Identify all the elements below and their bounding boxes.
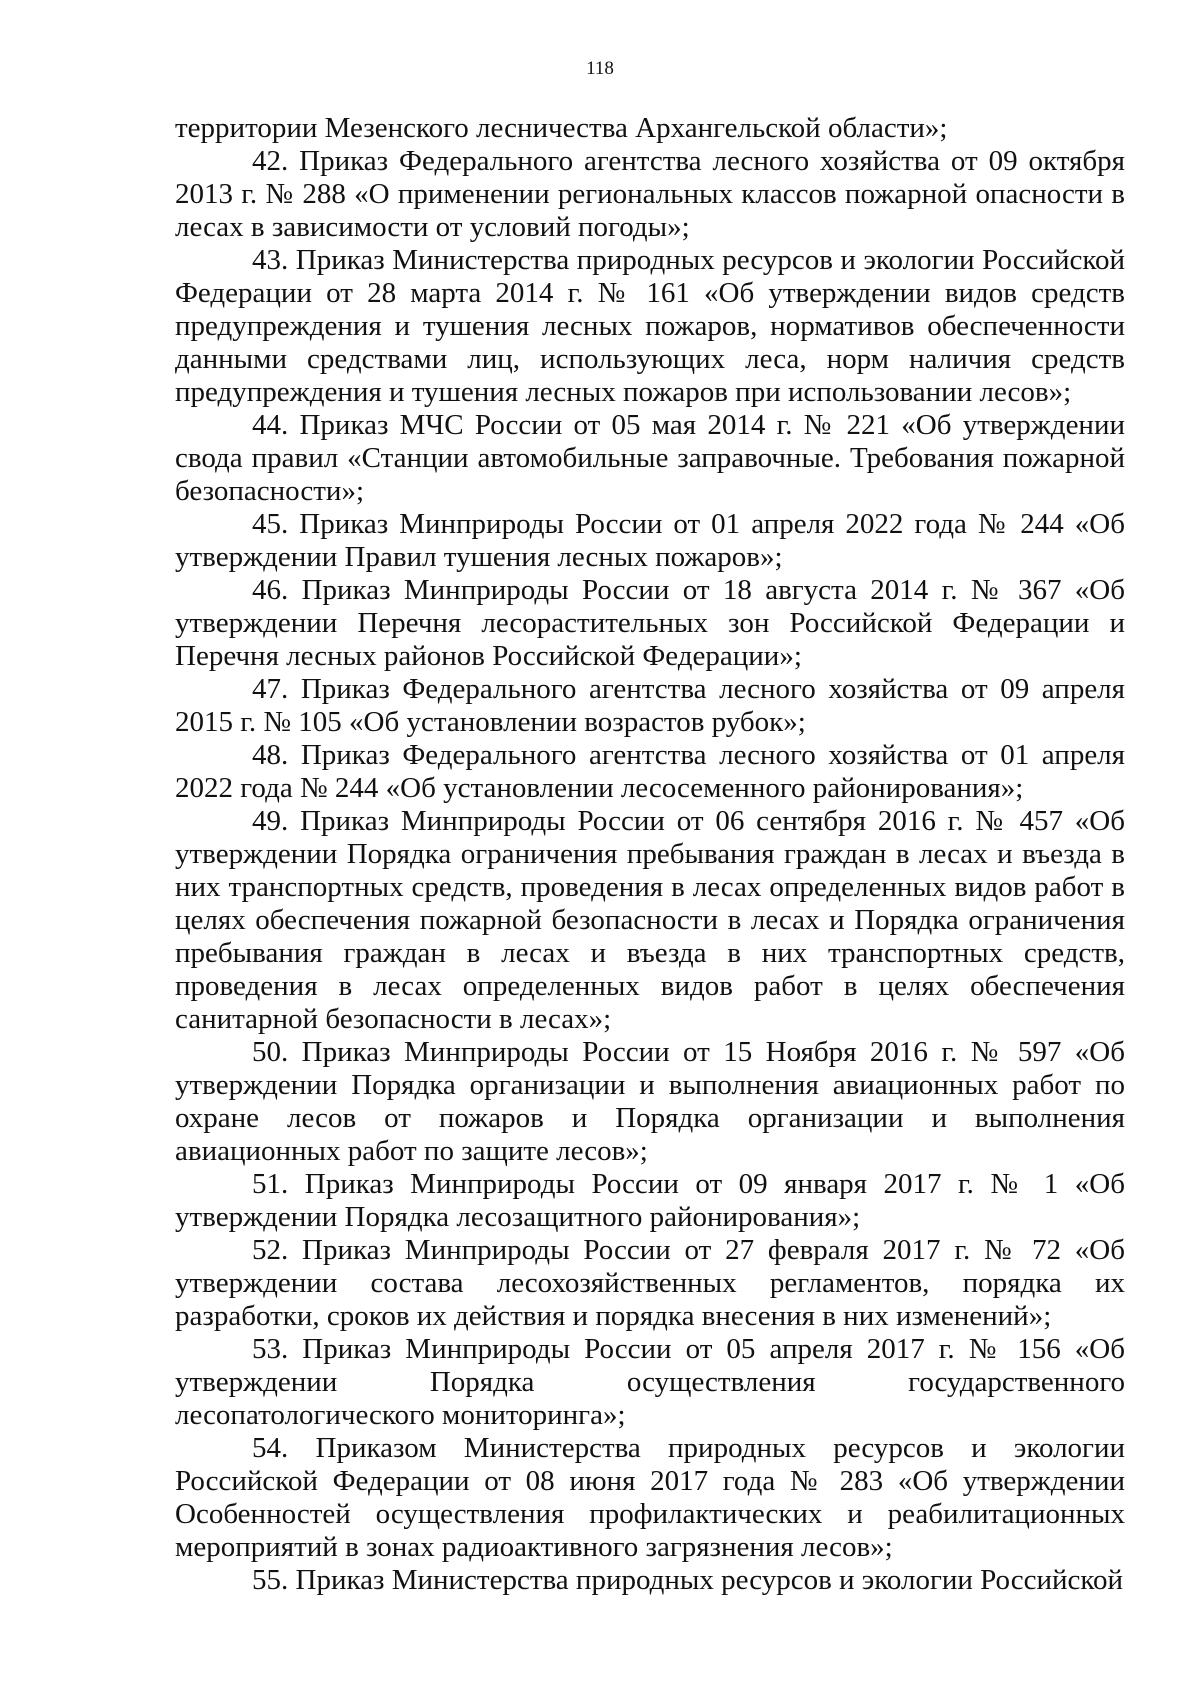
document-body [175, 112, 1125, 1597]
paragraph-continuation: территории Мезенского лесничества Архангельской области»; [175, 112, 948, 144]
list-item: 48. Приказ Федерального агентства лесного хозяйства от 01 апреля 2022 года № 244 «Об установлении лесосеменного районирования»; [175, 739, 1125, 804]
list-item: 55. Приказ Министерства природных ресурсов и экологии Российской [252, 1564, 1124, 1596]
page-number: 118 [586, 58, 614, 79]
list-item: 47. Приказ Федерального агентства лесного хозяйства от 09 апреля 2015 г. № 105 «Об установлении возрастов рубок»; [175, 673, 1125, 738]
list-item: 45. Приказ Минприроды России от 01 апреля 2022 года № 244 «Об утверждении Правил тушения лесных пожаров»; [175, 508, 1125, 573]
list-item: 52. Приказ Минприроды России от 27 февраля 2017 г. № 72 «Об утверждении состава лесохозяйственных регламентов, порядка их разработки, сроков их действия и порядка внесения в них изменений»; [175, 1234, 1125, 1332]
list-item: 46. Приказ Минприроды России от 18 августа 2014 г. № 367 «Об утверждении Перечня лесорастительных зон Российской Федерации и Перечня лесных районов Российской Федерации»; [175, 574, 1125, 672]
list-item: 42. Приказ Федерального агентства лесного хозяйства от 09 октября 2013 г. № 288 «О применении региональных классов пожарной опасности в лесах в зависимости от условий погоды»; [175, 145, 1125, 243]
list-item: 44. Приказ МЧС России от 05 мая 2014 г. № 221 «Об утверждении свода правил «Станции автомобильные заправочные. Требования пожарной безопасности»; [175, 409, 1125, 507]
list-item: 43. Приказ Министерства природных ресурсов и экологии Российской Федерации от 28 марта 2014 г. № 161 «Об утверждении видов средств предупреждения и тушения лесных пожаров, нормативов обеспеченности данными средствами лиц, использующих леса, норм наличия средств предупреждения и тушения лесных пожаров при использовании лесов»; [175, 244, 1125, 408]
list-item: 53. Приказ Минприроды России от 05 апреля 2017 г. № 156 «Об утверждении Порядка осуществления государственного лесопатологического мониторинга»; [175, 1333, 1125, 1431]
list-item: 49. Приказ Минприроды России от 06 сентября 2016 г. № 457 «Об утверждении Порядка ограничения пребывания граждан в лесах и въезда в них транспортных средств, проведения в лесах определенных видов работ в целях обеспечения пожарной безопасности в лесах и Порядка ограничения пребывания граждан в лесах и въезда в них транспортных средств, проведения в лесах определенных видов работ в целях обеспечения санитарной безопасности в лесах»; [175, 805, 1125, 1035]
list-item: 51. Приказ Минприроды России от 09 января 2017 г. № 1 «Об утверждении Порядка лесозащитного районирования»; [175, 1168, 1125, 1233]
list-item: 54. Приказом Министерства природных ресурсов и экологии Российской Федерации от 08 июня 2017 года № 283 «Об утверждении Особенностей осуществления профилактических и реабилитационных мероприятий в зонах радиоактивного загрязнения лесов»; [175, 1432, 1125, 1563]
list-item: 50. Приказ Минприроды России от 15 Ноября 2016 г. № 597 «Об утверждении Порядка организации и выполнения авиационных работ по охране лесов от пожаров и Порядка организации и выполнения авиационных работ по защите лесов»; [175, 1036, 1125, 1167]
